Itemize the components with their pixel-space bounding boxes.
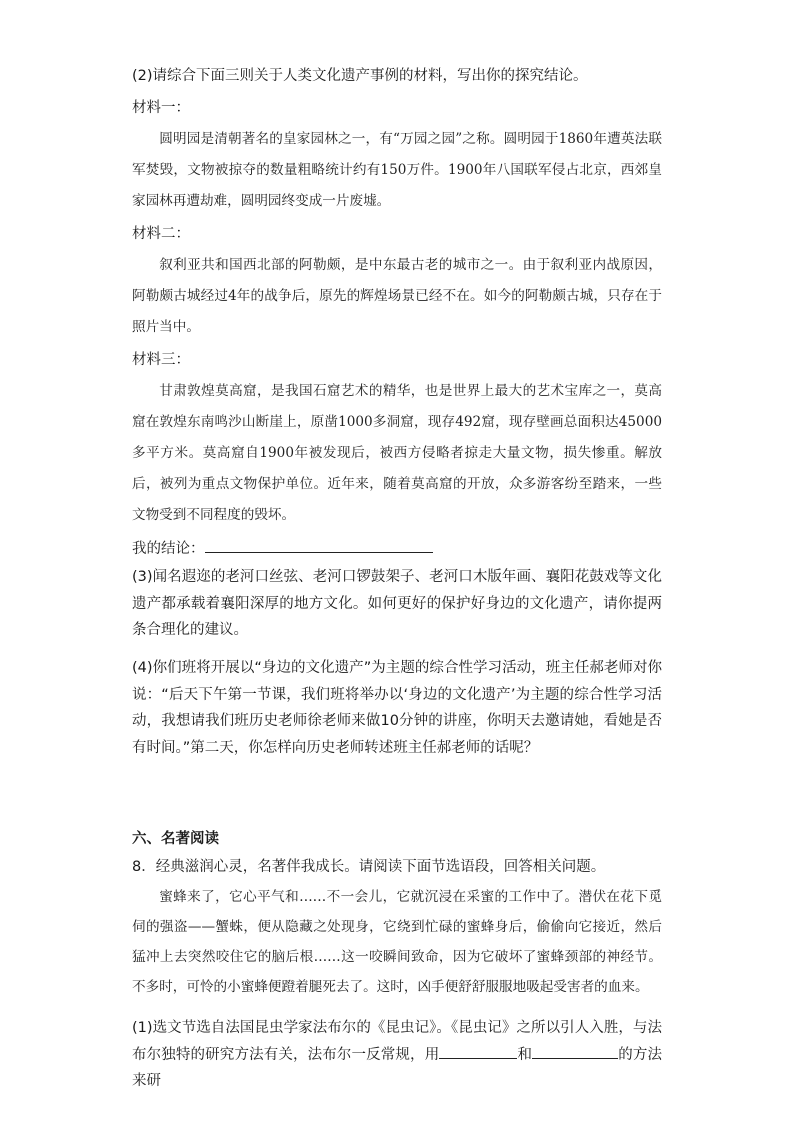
conclusion-label: 我的结论： [132,541,205,557]
method-blank-2[interactable] [532,1043,618,1059]
q4-block [132,655,662,761]
material-3-label: 材料三： [132,352,190,368]
material-2-label: 材料二： [132,226,190,242]
conclusion-row [132,537,433,559]
q8-sub1-block [132,1015,662,1095]
q3-block [132,564,662,644]
material-1-label: 材料一： [132,100,190,116]
q8-sub1-part1: (1)选文节选自法国昆虫学家法布尔的《昆虫记》。《昆虫记》之所以引人入胜，与法布尔独特的研究方法有关，法布尔一反常规，用 [132,1020,662,1063]
q8-sub1-and: 和 [517,1046,533,1063]
material-2-text [132,250,662,343]
method-blank-1[interactable] [439,1043,517,1059]
excerpt-block [132,882,662,1002]
q8-sub1-text [132,1015,662,1095]
q4-text: (4)你们班将开展以“身边的文化遗产”为主题的综合性学习活动，班主任郝老师对你说：“后天下午第一节课，我们班将举办以‘身边的文化遗产’为主题的综合性学习活动，我想请我们班历史老师徐老师来做10分钟的讲座，你明天去邀请她，看她是否有时间。”第二天，你怎样向历史老师转述班主任郝老师的话呢？ [132,660,662,756]
q8-intro: 8．经典滋润心灵，名著伴我成长。请阅读下面节选语段，回答相关问题。 [132,859,606,875]
conclusion-answer-blank[interactable] [205,537,433,553]
material-3-paragraph: 甘肃敦煌莫高窟，是我国石窟艺术的精华，也是世界上最大的艺术宝库之一，莫高窟在敦煌东南鸣沙山断崖上，原凿1000多洞窟，现存492窟，现存壁画总面积达45000多平方米。莫高窟自1900年被发现后，被西方侵略者掠走大量文物，损失惨重。解放后，被列为重点文物保护单位。近年来，随着莫高窟的开放，众多游客纷至踏来，一些文物受到不同程度的毁坏。 [132,383,662,523]
section-6-heading: 六、名著阅读 [132,831,219,847]
material-1-paragraph: 圆明园是清朝著名的皇家园林之一，有“万园之园”之称。圆明园于1860年遭英法联军焚毁，文物被掠夺的数量粗略统计约有150万件。1900年八国联军侵占北京，西郊皇家园林再遭劫难，圆明园终变成一片废墟。 [132,131,662,209]
q2-prompt: (2)请综合下面三则关于人类文化遗产事例的材料，写出你的探究结论。 [132,68,588,84]
q3-text: (3)闻名遐迩的老河口丝弦、老河口锣鼓架子、老河口木版年画、襄阳花鼓戏等文化遗产都承载着襄阳深厚的地方文化。如何更好的保护好身边的文化遗产，请你提两条合理化的建议。 [132,569,662,638]
q8-sub1-end: 的方法来研 [132,1046,663,1089]
material-2-paragraph: 叙利亚共和国西北部的阿勒颇，是中东最古老的城市之一。由于叙利亚内战原因，阿勒颇古城经过4年的战争后，原先的辉煌场景已经不在。如今的阿勒颇古城，只存在于照片当中。 [132,257,662,335]
material-3-text [132,376,662,531]
material-1-text [132,124,662,217]
excerpt-paragraph: 蜜蜂来了，它心平气和……不一会儿，它就沉浸在采蜜的工作中了。潜伏在花下觅伺的强盗——蟹蛛，便从隐藏之处现身，它绕到忙碌的蜜蜂身后，偷偷向它接近，然后猛冲上去突然咬住它的脑后根……这一咬瞬间致命，因为它破坏了蜜蜂颈部的神经节。不多时，可怜的小蜜蜂便蹬着腿死去了。这时，凶手便舒舒服服地吸起受害者的血来。 [132,889,662,995]
